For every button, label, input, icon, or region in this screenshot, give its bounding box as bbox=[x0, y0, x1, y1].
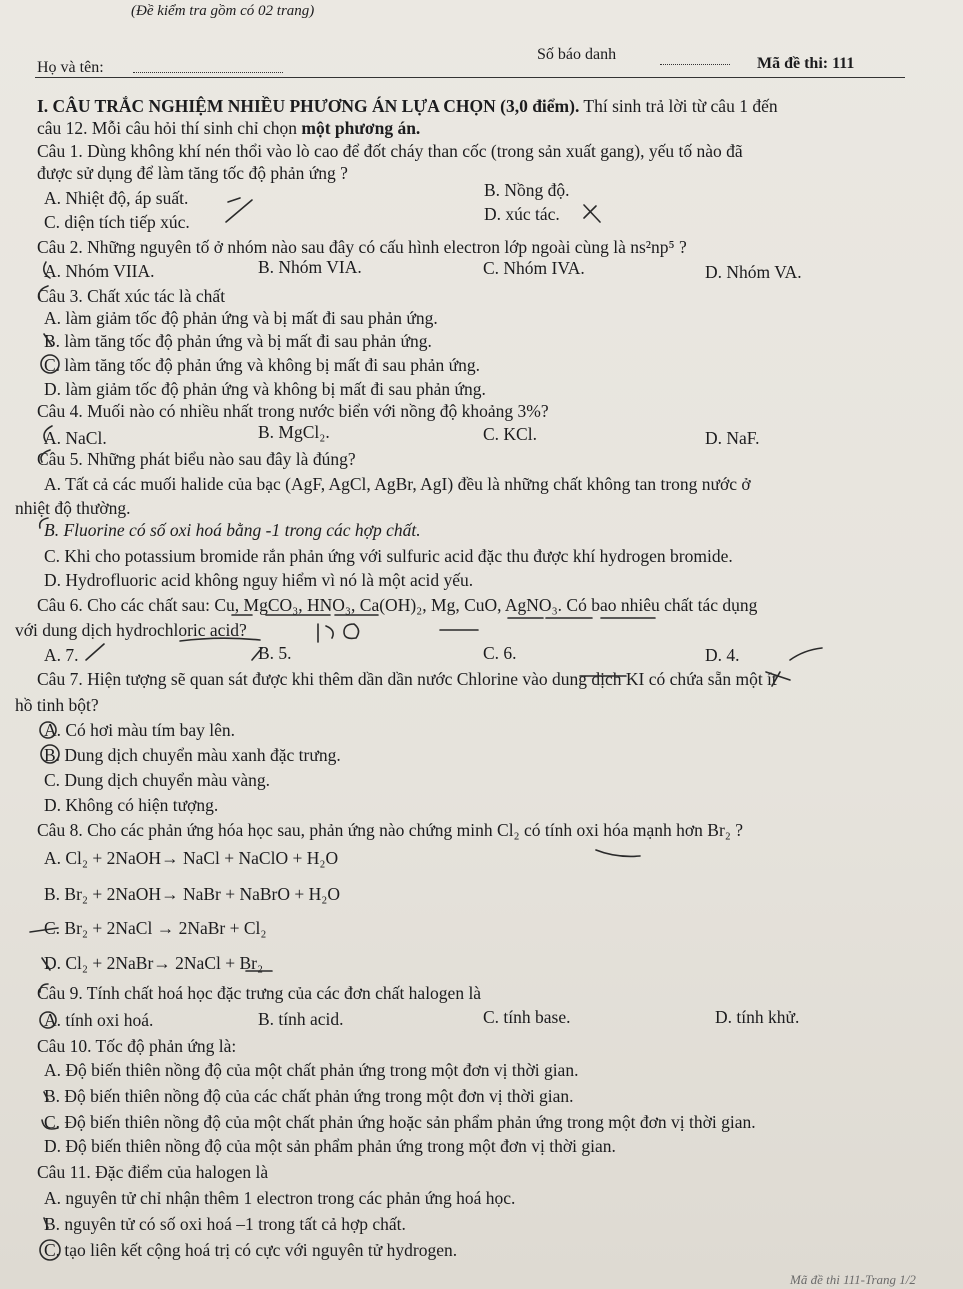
header-rule bbox=[35, 77, 905, 78]
q6-handwriting-hcl bbox=[318, 624, 359, 642]
q10-option-c: C. Độ biến thiên nồng độ của một chất phản ứng hoặc sản phẩm phản ứng trong một đơn vị thời gian. bbox=[44, 1112, 756, 1132]
sbd-label: Số báo danh bbox=[537, 46, 617, 63]
q6-stem-line2: với dung dịch hydrochloric acid? bbox=[15, 620, 247, 640]
q1-option-b: B. Nồng độ. bbox=[484, 180, 570, 200]
q6-option-a: A. 7. bbox=[44, 645, 79, 665]
q5-option-c: C. Khi cho potassium bromide rắn phản ứng với sulfuric acid đặc thu được khí hydrogen bromide. bbox=[44, 546, 733, 566]
q1-option-a: A. Nhiệt độ, áp suất. bbox=[44, 188, 189, 208]
q10-stem: Câu 10. Tốc độ phản ứng là: bbox=[37, 1036, 237, 1056]
section-intro: Thí sinh trả lời từ câu 1 đến bbox=[583, 96, 778, 116]
q5-option-a-cont: nhiệt độ thường. bbox=[15, 498, 131, 518]
q3-option-b: B. làm tăng tốc độ phản ứng và bị mất đi sau phản ứng. bbox=[44, 331, 432, 351]
q6-option-b: B. 5. bbox=[258, 643, 292, 663]
section-intro-line2: câu 12. Mỗi câu hỏi thí sinh chỉ chọn một phương án. bbox=[37, 118, 421, 138]
q11-option-a: A. nguyên tử chỉ nhận thêm 1 electron trong các phản ứng hoá học. bbox=[44, 1188, 516, 1208]
q2-option-c: C. Nhóm IVA. bbox=[483, 258, 585, 278]
q4-option-a: A. NaCl. bbox=[44, 428, 107, 448]
q3-option-d: D. làm giảm tốc độ phản ứng và không bị mất đi sau phản ứng. bbox=[44, 379, 486, 399]
q7-stem-line2: hồ tinh bột? bbox=[15, 695, 99, 715]
q5-stem: Câu 5. Những phát biểu nào sau đây là đúng? bbox=[37, 449, 356, 469]
q7-option-d: D. Không có hiện tượng. bbox=[44, 795, 219, 815]
q2-option-a: A. Nhóm VIIA. bbox=[44, 261, 155, 281]
q5-option-b: B. Fluorine có số oxi hoá bằng -1 trong các hợp chất. bbox=[44, 520, 421, 540]
q6-d-mark bbox=[790, 648, 822, 660]
q1-stem-line2: được sử dụng để làm tăng tốc độ phản ứng ? bbox=[37, 163, 348, 183]
q8-option-c: C. Br₂ + 2NaCl → 2NaBr + Cl₂ bbox=[44, 918, 267, 938]
q6-option-d: D. 4. bbox=[705, 645, 740, 665]
name-dotted-line bbox=[133, 72, 283, 73]
q1-c-check-mark bbox=[226, 198, 252, 222]
q2-stem: Câu 2. Những nguyên tố ở nhóm nào sau đây có cấu hình electron lớp ngoài cùng là ns²np⁵ ? bbox=[37, 237, 687, 257]
q8-option-d: D. Cl₂ + 2NaBr→ 2NaCl + Br₂ bbox=[44, 953, 264, 973]
q6-option-c: C. 6. bbox=[483, 643, 517, 663]
q3-option-c: C. làm tăng tốc độ phản ứng và không bị mất đi sau phản ứng. bbox=[44, 355, 480, 375]
q8-a-mark bbox=[596, 850, 640, 856]
q3-option-a: A. làm giảm tốc độ phản ứng và bị mất đi sau phản ứng. bbox=[44, 308, 438, 328]
q8-option-a: A. Cl₂ + 2NaOH→ NaCl + NaClO + H₂O bbox=[44, 848, 339, 868]
q10-option-d: D. Độ biến thiên nồng độ của một sản phẩm phản ứng trong một đơn vị thời gian. bbox=[44, 1136, 616, 1156]
q1-stem-line1: Câu 1. Dùng không khí nén thổi vào lò cao để đốt cháy than cốc (trong sản xuất gang), yếu tố nào đã bbox=[37, 141, 743, 161]
q6-stem-line1: Câu 6. Cho các chất sau: Cu, MgCO₃, HNO₃, Ca(OH)₂, Mg, CuO, AgNO₃. Có bao nhiêu chất tác dụng bbox=[37, 595, 758, 615]
q9-option-c: C. tính base. bbox=[483, 1007, 571, 1027]
q9-option-b: B. tính acid. bbox=[258, 1009, 344, 1029]
sbd-dotted-line bbox=[660, 64, 730, 65]
q3-stem: Câu 3. Chất xúc tác là chất bbox=[37, 286, 226, 306]
q11-option-b: B. nguyên tử có số oxi hoá –1 trong tất cả hợp chất. bbox=[44, 1214, 406, 1234]
q7-option-b: B. Dung dịch chuyển màu xanh đặc trưng. bbox=[44, 745, 341, 765]
q4-stem: Câu 4. Muối nào có nhiều nhất trong nước biển với nồng độ khoảng 3%? bbox=[37, 401, 549, 421]
page-footer: Mã đề thi 111-Trang 1/2 bbox=[790, 1272, 916, 1287]
q4-option-b: B. MgCl₂. bbox=[258, 422, 330, 442]
q2-option-b: B. Nhóm VIA. bbox=[258, 257, 362, 277]
q2-option-d: D. Nhóm VA. bbox=[705, 262, 802, 282]
q4-option-c: C. KCl. bbox=[483, 424, 537, 444]
section-heading bbox=[37, 96, 778, 117]
q8-option-b: B. Br₂ + 2NaOH→ NaBr + NaBrO + H₂O bbox=[44, 884, 341, 904]
section-title: I. CÂU TRẮC NGHIỆM NHIỀU PHƯƠNG ÁN LỰA CHỌN (3,0 điểm). bbox=[37, 96, 580, 116]
name-label: Họ và tên: bbox=[37, 59, 104, 76]
q5-option-a: A. Tất cả các muối halide của bạc (AgF, AgCl, AgBr, AgI) đều là những chất không tan trong nước ở bbox=[44, 474, 751, 494]
q11-stem: Câu 11. Đặc điểm của halogen là bbox=[37, 1162, 269, 1182]
exam-code: Mã đề thi: 111 bbox=[757, 55, 855, 72]
q1-d-cross-mark bbox=[584, 205, 600, 222]
q9-option-a: A. tính oxi hoá. bbox=[44, 1010, 154, 1030]
q4-option-d: D. NaF. bbox=[705, 428, 760, 448]
q7-option-c: C. Dung dịch chuyển màu vàng. bbox=[44, 770, 270, 790]
q8-stem: Câu 8. Cho các phản ứng hóa học sau, phản ứng nào chứng minh Cl₂ có tính oxi hóa mạnh hơn Br₂ ? bbox=[37, 820, 744, 840]
q9-option-d: D. tính khử. bbox=[715, 1007, 800, 1027]
q11-option-c: C. tạo liên kết cộng hoá trị có cực với nguyên tử hydrogen. bbox=[44, 1240, 458, 1260]
q1-option-d: D. xúc tác. bbox=[484, 204, 560, 224]
q1-option-c: C. diện tích tiếp xúc. bbox=[44, 212, 190, 232]
q9-stem: Câu 9. Tính chất hoá học đặc trưng của các đơn chất halogen là bbox=[37, 983, 482, 1003]
q10-option-a: A. Độ biến thiên nồng độ của một chất phản ứng trong một đơn vị thời gian. bbox=[44, 1060, 579, 1080]
q10-option-b: B. Độ biến thiên nồng độ của các chất phản ứng trong một đơn vị thời gian. bbox=[44, 1086, 574, 1106]
pages-note: (Đề kiểm tra gồm có 02 trang) bbox=[131, 3, 315, 19]
q5-option-d: D. Hydrofluoric acid không nguy hiểm vì nó là một acid yếu. bbox=[44, 570, 474, 590]
q6-a-slash-mark bbox=[86, 644, 104, 660]
q7-stem-line1: Câu 7. Hiện tượng sẽ quan sát được khi thêm dần dần nước Chlorine vào dung dịch KI có chứa sẵn một ít bbox=[37, 669, 777, 689]
q7-option-a: A. Có hơi màu tím bay lên. bbox=[44, 720, 236, 740]
